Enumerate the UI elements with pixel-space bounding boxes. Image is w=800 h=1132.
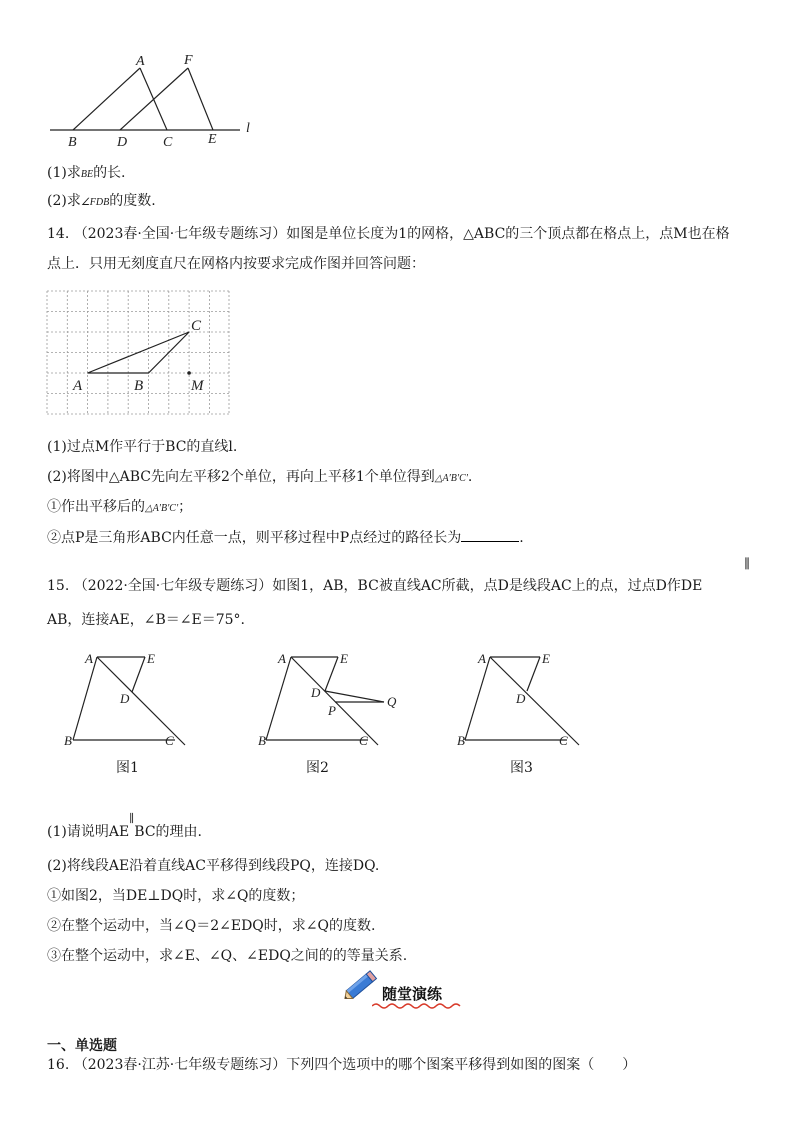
q14-stem-line1 <box>47 224 730 244</box>
q15-figure1 <box>60 645 190 750</box>
q13-part2: (2)求∠FDB的度数. <box>47 193 156 209</box>
q14-part2b: ②点P是三角形ABC内任意一点，则平移过程中P点经过的路径长为 . <box>47 527 524 548</box>
q16-source: （2023春·江苏·七年级专题练习） <box>73 1057 287 1073</box>
q15-number: 15. <box>47 578 70 594</box>
caption-fig2: 图2 <box>306 760 329 776</box>
label-F: F <box>184 53 193 68</box>
label-l: l <box>246 121 250 136</box>
svg-text:C: C <box>165 733 174 748</box>
q13-figure <box>40 50 270 150</box>
q14-number: 14. <box>47 226 70 242</box>
grid-label-A: A <box>73 378 83 394</box>
svg-text:D: D <box>311 685 321 700</box>
triangle-ABC <box>88 332 190 373</box>
caption-fig3: 图3 <box>510 760 533 776</box>
q15-figure2 <box>256 645 401 750</box>
q14-grid-figure <box>46 290 231 418</box>
q14-text1: 如图是单位长度为1的网格，△ABC的三个顶点都在格点上，点M也在格 <box>286 226 730 242</box>
svg-text:A: A <box>278 651 286 666</box>
grid-label-B: B <box>134 378 144 394</box>
grid-label-C: C <box>191 318 202 334</box>
caption-fig1: 图1 <box>116 760 139 776</box>
q15-source: （2022·全国·七年级专题练习） <box>73 578 273 594</box>
svg-text:E: E <box>147 651 155 666</box>
q14-stem-line2: 点上．只用无刻度直尺在网格内按要求完成作图并回答问题： <box>47 256 425 272</box>
answer-blank[interactable] <box>461 527 519 542</box>
q15-part1: (1)请说明AE∥BC的理由. <box>47 812 202 840</box>
label-D: D <box>117 135 128 150</box>
q14-source: （2023春·全国·七年级专题练习） <box>73 226 287 242</box>
q13-part1: (1)求BE的长. <box>47 165 126 181</box>
var-BE: BE <box>80 169 94 180</box>
svg-text:E: E <box>542 651 550 666</box>
section-title: 一、单选题 <box>47 1038 117 1054</box>
svg-text:B: B <box>258 733 266 748</box>
parallel-symbol: ∥ <box>744 557 751 572</box>
q15-figure3 <box>455 645 590 750</box>
label-C: C <box>163 135 173 150</box>
point-M <box>187 371 191 375</box>
svg-text:A: A <box>85 651 93 666</box>
q14-part2: (2)将图中△ABC先向左平移2个单位，再向上平移1个单位得到△A′B′C′. <box>47 469 473 485</box>
q14-part2a: ①作出平移后的△A′B′C′； <box>47 499 193 515</box>
q15-stem-line1: 15. （2022·全国·七年级专题练习）如图1，AB，BC被直线AC所截，点D是线段AC上的点，过点D作DE <box>47 578 703 594</box>
q15-stem-line2: AB，连接AE，∠B＝∠E＝75°. <box>47 612 245 628</box>
svg-text:C: C <box>559 733 568 748</box>
label-A: A <box>136 54 145 69</box>
svg-text:C: C <box>359 733 368 748</box>
q16-stem: 16. （2023春·江苏·七年级专题练习）下列四个选项中的哪个图案平移得到如图的图案（ ） <box>47 1057 637 1073</box>
svg-text:E: E <box>340 651 348 666</box>
var-FDB: ∠FDB <box>80 197 110 208</box>
pencil-icon <box>340 964 382 1006</box>
svg-text:A: A <box>478 651 486 666</box>
q15-part2c: ③在整个运动中，求∠E、∠Q、∠EDQ之间的的等量关系. <box>47 948 408 964</box>
grid-label-M: M <box>191 378 204 394</box>
label-B: B <box>68 135 77 150</box>
q15-part2a: ①如图2，当DE⊥DQ时，求∠Q的度数； <box>47 888 305 904</box>
q15-part2b: ②在整个运动中，当∠Q＝2∠EDQ时，求∠Q的度数. <box>47 918 376 934</box>
segment-FE <box>188 68 213 130</box>
banner-underline <box>372 1002 464 1010</box>
q15-part2: (2)将线段AE沿着直线AC平移得到线段PQ，连接DQ. <box>47 858 380 874</box>
svg-text:B: B <box>457 733 465 748</box>
svg-text:D: D <box>120 691 130 706</box>
svg-text:D: D <box>516 691 526 706</box>
svg-text:B: B <box>64 733 72 748</box>
label-E: E <box>208 132 217 147</box>
q14-part1: (1)过点M作平行于BC的直线l. <box>47 439 238 455</box>
svg-text:P: P <box>328 703 336 718</box>
svg-text:Q: Q <box>387 694 397 709</box>
q16-number: 16. <box>47 1057 70 1073</box>
banner-title: 随堂演练 <box>382 985 443 1003</box>
